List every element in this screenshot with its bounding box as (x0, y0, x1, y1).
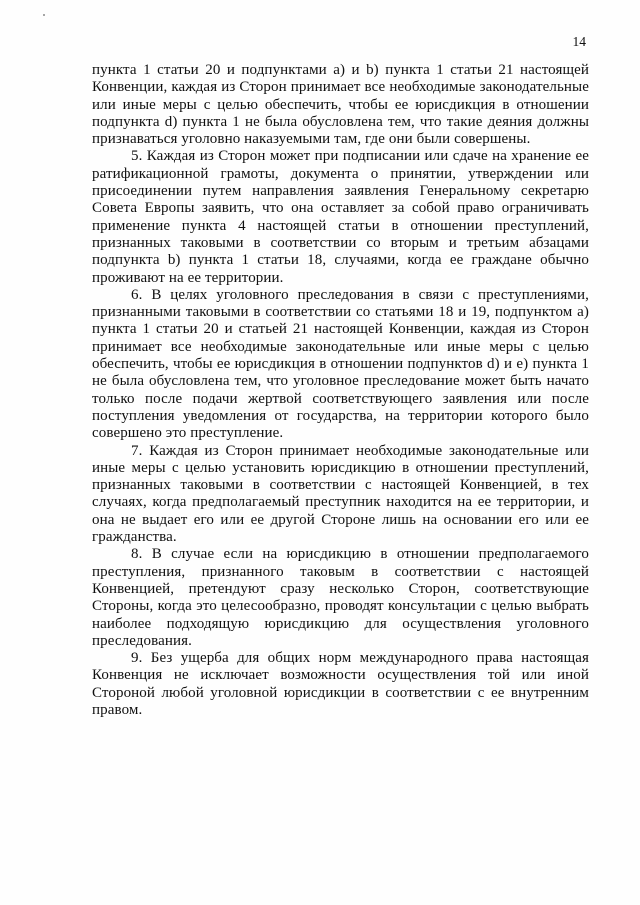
page-number: 14 (572, 34, 586, 49)
paragraph-clause-9: 9. Без ущерба для общих норм международного права настоящая Конвенция не исключает возможности осуществления той или иной Стороной любой уголовной юрисдикции в соответствии с ее внутренним правом. (92, 650, 589, 718)
paragraph-clause-8: 8. В случае если на юрисдикцию в отношении предполагаемого преступления, признанного таковым в соответствии с настоящей Конвенцией, претендуют сразу несколько Сторон, соответствующие Стороны, когда это целесообразно, проводят консультации с целью выбрать наиболее подходящую юрисдикцию для осуществления уголовного преследования. (92, 546, 589, 649)
text-block (92, 62, 589, 719)
paragraph-continuation: пункта 1 статьи 20 и подпунктами a) и b) пункта 1 статьи 21 настоящей Конвенции, каждая из Сторон принимает все необходимые законодательные или иные меры с целью обеспечить, чтобы ее юрисдикция в отношении подпункта d) пункта 1 не была обусловлена тем, что такие деяния должны признаваться уголовно наказуемыми там, где они были совершены. (92, 62, 589, 148)
scan-speck (43, 14, 45, 16)
paragraph-clause-5: 5. Каждая из Сторон может при подписании или сдаче на хранение ее ратификационной грамоты, документа о принятии, утверждении или присоединении путем направления заявления Генеральному секретарю Совета Европы заявить, что она оставляет за собой право ограничивать применение пункта 4 настоящей статьи в отношении преступлений, признанных таковыми в соответствии со вторым и третьим абзацами подпункта b) пункта 1 статьи 18, случаями, когда ее граждане обычно проживают на ее территории. (92, 148, 589, 286)
paragraph-clause-6: 6. В целях уголовного преследования в связи с преступлениями, признанными таковыми в соответствии со статьями 18 и 19, подпунктом a) пункта 1 статьи 20 и статьей 21 настоящей Конвенции, каждая из Сторон принимает все необходимые законодательные или иные меры с целью обеспечить, чтобы ее юрисдикция в отношении подпунктов d) и e) пункта 1 не была обусловлена тем, что уголовное преследование может быть начато только после подачи жертвой соответствующего заявления или после поступления уведомления от государства, на территории которого было совершено это преступление. (92, 286, 589, 442)
paragraph-clause-7: 7. Каждая из Сторон принимает необходимые законодательные или иные меры с целью установить юрисдикцию в отношении преступлений, признанных таковыми в соответствии с настоящей Конвенцией, в тех случаях, когда предполагаемый преступник находится на ее территории, и она не выдает его или ее другой Стороне лишь на основании его или ее гражданства. (92, 442, 589, 546)
